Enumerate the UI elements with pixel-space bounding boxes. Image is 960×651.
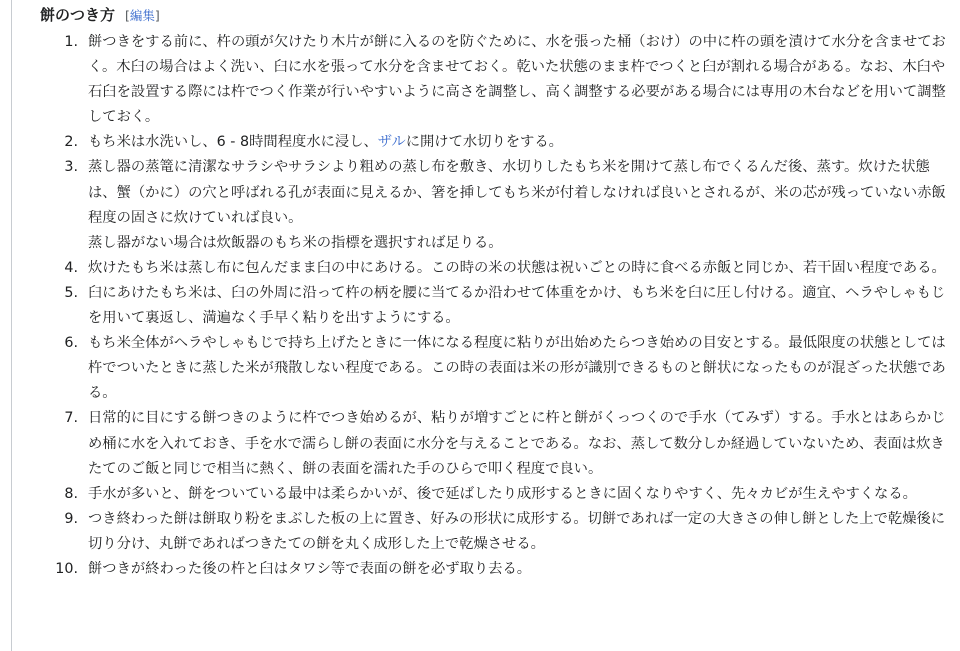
list-item-number: 2. [64,134,78,151]
list-item-number: 9. [64,510,78,527]
list-item-text: 餅つきをする前に、杵の頭が欠けたり木片が餅に入るのを防ぐために、水を張った桶（おけ）の中に杵の頭を漬けて水分を含ませておく。木臼の場合はよく洗い、臼に水を張って水分を含ませておく。乾いた状態のまま杵でつくと臼が割れる場合がある。なお、木臼や石臼を設置する際には杵でつく作業が行いやすいように高さを調整し、高く調整する必要がある場合には専用の木台などを用いて調整しておく。 [88,34,946,126]
list-item [40,130,955,155]
list-item-number: 8. [64,485,78,502]
edit-section [125,8,160,23]
list-item-number: 4. [64,259,78,276]
list-item-number: 6. [64,335,78,352]
list-item [40,331,955,406]
list-item-number: 7. [64,410,78,427]
list-item-text: 蒸し器の蒸篭に清潔なサラシやサラシより粗めの蒸し布を敷き、水切りしたもち米を開けて蒸し布でくるんだ後、蒸す。炊けた状態は、蟹（かに）の穴と呼ばれる孔が表面に見えるか、箸を挿してもち米が付着しなければ良いとされるが、米の芯が残っていない赤飯程度の固さに炊けていれば良い。 [88,159,946,226]
list-item-text: 臼にあけたもち米は、臼の外周に沿って杵の柄を腰に当てるか沿わせて体重をかけ、もち米を臼に圧し付ける。適宜、ヘラやしゃもじを用いて裏返し、満遍なく手早く粘りを出すようにする。 [88,284,946,327]
list-item [40,507,955,557]
edit-bracket-close: ] [154,8,160,23]
list-item-text: もち米全体がヘラやしゃもじで持ち上げたときに一体になる程度に粘りが出始めたらつき始めの目安とする。最低限度の状態としては杵でついたときに蒸した米が飛散しない程度である。この時の表面は米の形が識別できるものと餅状になったものが混ざった状態である。 [88,335,946,402]
left-border-rule [11,0,12,651]
list-item-text-note: 蒸し器がない場合は炊飯器のもち米の指標を選択すれば足りる。 [88,234,503,251]
list-item-number: 10. [55,560,78,577]
list-item [40,30,955,130]
edit-bracket-open: [ [125,8,130,23]
list-item-number: 5. [64,284,78,301]
list-item [40,281,955,331]
edit-link[interactable]: 編集 [129,8,155,23]
list-item-text: 餅つきが終わった後の杵と臼はタワシ等で表面の餅を必ず取り去る。 [88,560,532,577]
zaru-link[interactable]: ザル [377,134,406,151]
list-item-text: 日常的に目にする餅つきのように杵でつき始めるが、粘りが増すごとに杵と餅がくっつくので手水（てみず）する。手水とはあらかじめ桶に水を入れておき、手を水で濡らし餅の表面に水分を与えることである。なお、蒸して数分しか経過していないため、表面は炊きたてのご飯と同じで相当に熱く、餅の表面を濡れた手のひらで叩く程度で良い。 [88,410,946,477]
list-item [40,256,955,281]
list-item-number: 3. [64,159,78,176]
steps-list [40,30,955,582]
list-item [40,155,955,255]
list-item [40,482,955,507]
list-item-number: 1. [64,34,78,50]
list-item-text: 手水が多いと、餅をついている最中は柔らかいが、後で延ばしたり成形するときに固くなりやすく、先々カビが生えやすくなる。 [88,485,917,502]
list-item [40,557,955,582]
section-heading [40,0,955,30]
section-title: 餅のつき方 [40,6,116,24]
list-item-text: つき終わった餅は餅取り粉をまぶした板の上に置き、好みの形状に成形する。切餅であれば一定の大きさの伸し餅とした上で乾燥後に切り分け、丸餅であればつきたての餅を丸く成形した上で乾燥させる。 [88,510,946,552]
list-item-text: 炊けたもち米は蒸し布に包んだまま臼の中にあける。この時の米の状態は祝いごとの時に食べる赤飯と同じか、若干固い程度である。 [88,259,946,276]
list-item-text-after: に開けて水切りをする。 [405,134,563,151]
section-mochi-making [40,0,955,582]
list-item-text: もち米は水洗いし、6 - 8時間程度水に浸し、 [88,134,378,151]
list-item [40,406,955,481]
